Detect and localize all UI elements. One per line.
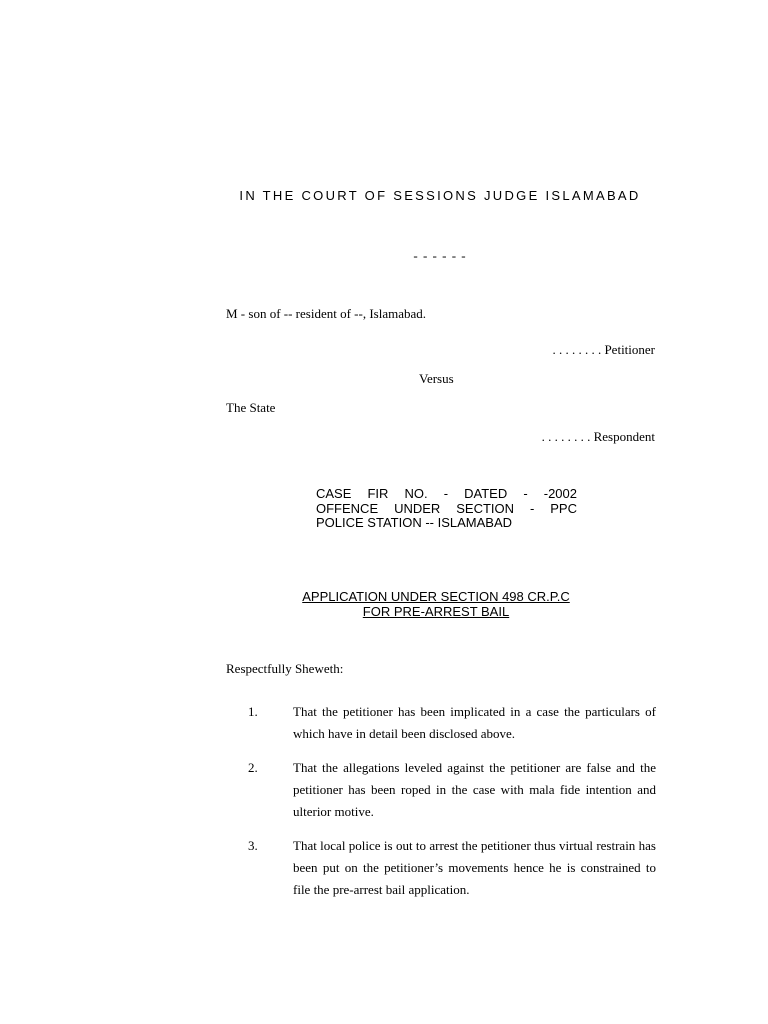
petitioner-label: . . . . . . . . Petitioner: [552, 342, 655, 357]
case-word: -: [523, 486, 528, 501]
case-word: -: [529, 500, 535, 516]
paragraph-text: That the petitioner has been implicated in a case the particulars of which have in detail been disclosed above.: [293, 704, 656, 741]
paragraph-2: [226, 757, 656, 823]
paragraph-number: 1.: [248, 704, 258, 719]
paragraph-3: [226, 835, 656, 901]
paragraph-number: 2.: [248, 760, 258, 775]
application-heading: [226, 589, 646, 619]
application-heading-line2: FOR PRE-ARREST BAIL: [362, 604, 510, 619]
respondent-name: The State: [226, 400, 276, 415]
case-fir-line: [316, 487, 577, 502]
case-word: -2002: [543, 486, 577, 501]
offence-line: [316, 502, 577, 517]
salutation: Respectfully Sheweth:: [226, 661, 344, 676]
case-word: CASE: [316, 486, 352, 501]
paragraph-1: [226, 701, 656, 745]
case-word: -: [443, 486, 449, 501]
case-word: SECTION: [456, 500, 515, 516]
court-title: IN THE COURT OF SESSIONS JUDGE ISLAMABAD: [239, 188, 641, 203]
paragraph-text: That the allegations leveled against the petitioner are false and the petitioner has been roped in the case with mala fide intention and ulterior motive.: [293, 760, 656, 819]
case-details: [316, 487, 577, 531]
respondent-label: . . . . . . . . Respondent: [541, 429, 655, 444]
case-word: OFFENCE: [316, 500, 379, 516]
application-heading-line1: APPLICATION UNDER SECTION 498 CR.P.C: [302, 589, 570, 604]
case-word: FIR: [367, 486, 389, 501]
petitioner-name: M - son of -- resident of --, Islamabad.: [226, 306, 426, 321]
paragraph-text: That local police is out to arrest the petitioner thus virtual restrain has been put on the petitioner’s movements hence he is constrained to file the pre-arrest bail application.: [293, 838, 656, 897]
case-word: NO.: [404, 486, 428, 501]
case-word: PPC: [550, 500, 577, 516]
paragraph-number: 3.: [248, 838, 258, 853]
case-word: UNDER: [394, 500, 441, 516]
case-word: DATED: [464, 486, 508, 501]
separator: - - - - - -: [413, 248, 467, 263]
versus-label: Versus: [419, 371, 454, 386]
police-station-line: POLICE STATION -- ISLAMABAD: [316, 515, 512, 530]
